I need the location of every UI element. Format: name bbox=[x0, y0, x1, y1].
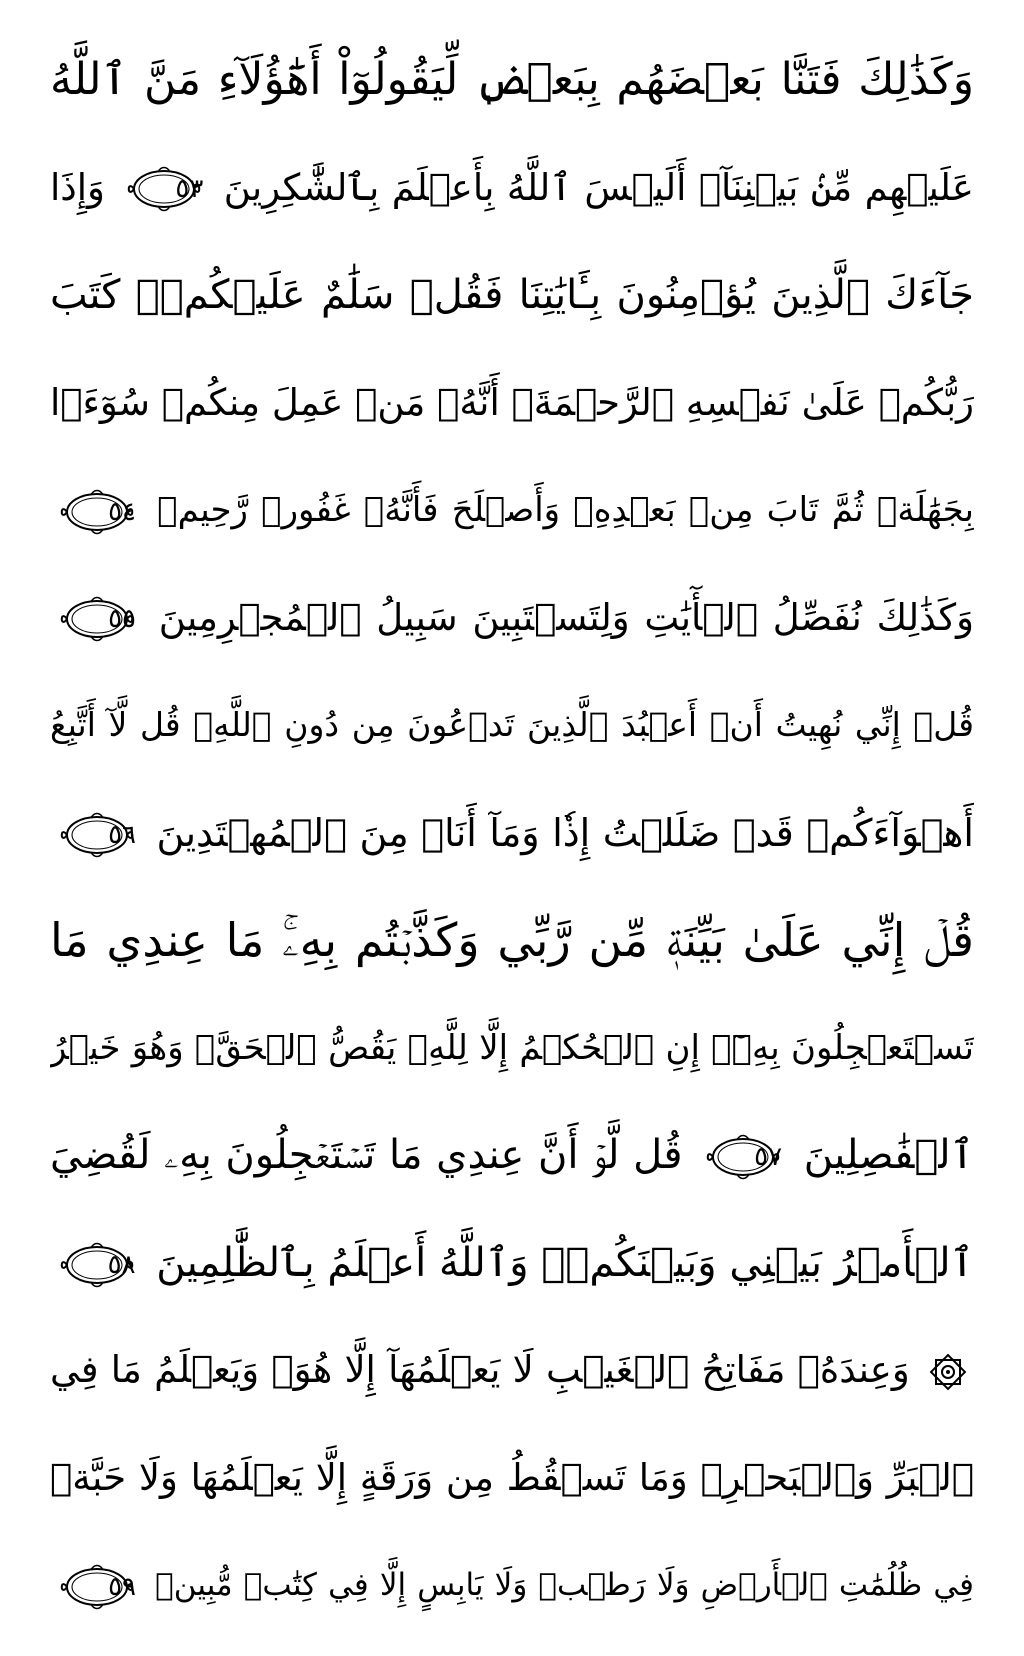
verse-text: وَعِندَهُۥ مَفَاتِحُ ٱلۡغَيۡبِ لَا يَعۡلَمُهَآ إِلَّا هُوَۚ وَيَعۡلَمُ مَا فِي bbox=[50, 1348, 910, 1391]
verse-text: تَسۡتَعۡجِلُونَ بِهِۦٓۚ إِنِ ٱلۡحُكۡمُ إِلَّا لِلَّهِۖ يَقُصُّ ٱلۡحَقَّۖ وَهُوَ خَيۡرُ bbox=[50, 1027, 974, 1068]
text-line bbox=[50, 32, 974, 128]
text-line bbox=[50, 1215, 974, 1311]
text-line bbox=[50, 355, 974, 451]
ayah-number: ٥٤ bbox=[108, 496, 136, 527]
text-line bbox=[50, 785, 974, 881]
text-line bbox=[50, 892, 974, 988]
ayah-number: ٥٩ bbox=[108, 1571, 136, 1602]
verse-text: فِي ظُلُمَٰتِ ٱلۡأَرۡضِ وَلَا رَطۡبٖ وَلَا يَابِسٍ إِلَّا فِي كِتَٰبٖ مُّبِينٖ bbox=[155, 1567, 974, 1603]
ayah-number: ٥٧ bbox=[754, 1142, 783, 1172]
verse-text: قُلۡ إِنِّي نُهِيتُ أَنۡ أَعۡبُدَ ٱلَّذِينَ تَدۡعُونَ مِن دُونِ ٱللَّهِۚ قُل لَّآ أَتَّبِعُ bbox=[50, 705, 974, 744]
ayah-number: ٥٥ bbox=[108, 604, 136, 634]
text-line bbox=[50, 1430, 974, 1526]
text-line bbox=[50, 677, 974, 773]
ayah-number-marker bbox=[58, 595, 136, 643]
text-line bbox=[50, 140, 974, 236]
text-line bbox=[50, 1322, 974, 1418]
ayah-number: ٥٨ bbox=[107, 1249, 136, 1280]
text-line bbox=[50, 1107, 974, 1203]
ayah-number-marker bbox=[58, 811, 136, 859]
verse-text: وَكَذَٰلِكَ فَتَنَّا بَعۡضَهُم بِبَعۡضٖ لِّيَقُولُوٓاْ أَهَٰٓؤُلَآءِ مَنَّ ٱللَّهُ bbox=[50, 54, 974, 105]
ayah-number-marker bbox=[58, 488, 136, 536]
verse-text: جَآءَكَ ٱلَّذِينَ يُؤۡمِنُونَ بِـَٔايَٰتِنَا فَقُلۡ سَلَٰمٌ عَلَيۡكُمۡۖ كَتَبَ bbox=[50, 272, 974, 318]
ayah-number-marker bbox=[704, 1133, 782, 1181]
verse-text: رَبُّكُمۡ عَلَىٰ نَفۡسِهِ ٱلرَّحۡمَةَۖ أَنَّهُۥ مَنۡ عَمِلَ مِنكُمۡ سُوٓءَۢا bbox=[50, 380, 974, 424]
verse-text: وَكَذَٰلِكَ نُفَصِّلُ ٱلۡأٓيَٰتِ وَلِتَسۡتَبِينَ سَبِيلُ ٱلۡمُجۡرِمِينَ bbox=[158, 595, 974, 639]
ayah-number: ٥٣ bbox=[175, 174, 204, 204]
text-line bbox=[50, 570, 974, 666]
text-line bbox=[50, 1537, 974, 1633]
verse-text: وَإِذَا bbox=[50, 165, 105, 209]
verse-text: ٱلۡبَرِّ وَٱلۡبَحۡرِۚ وَمَا تَسۡقُطُ مِن وَرَقَةٍ إِلَّا يَعۡلَمُهَا وَلَا حَبَّةٖ bbox=[50, 1455, 974, 1499]
ayah-number-marker bbox=[125, 165, 203, 213]
verse-text: قُل لَّوۡ أَنَّ عِندِي مَا تَسۡتَعۡجِلُونَ بِهِۦ لَقُضِيَ bbox=[50, 1132, 683, 1178]
verse-text: عَلَيۡهِم مِّنۢ بَيۡنِنَآۗ أَلَيۡسَ ٱللَّهُ بِأَعۡلَمَ بِٱلشَّٰكِرِينَ bbox=[223, 165, 974, 209]
verse-text: ٱلۡأَمۡرُ بَيۡنِي وَبَيۡنَكُمۡۗ وَٱللَّهُ أَعۡلَمُ بِٱلظَّٰلِمِينَ bbox=[156, 1239, 974, 1286]
mushaf-page bbox=[50, 20, 974, 1636]
ayah-number: ٥٦ bbox=[108, 820, 136, 850]
text-line bbox=[50, 462, 974, 558]
rub-el-hizb-icon bbox=[928, 1352, 968, 1392]
verse-text: بِجَهَٰلَةٖ ثُمَّ تَابَ مِنۢ بَعۡدِهِۦ وَأَصۡلَحَ فَأَنَّهُۥ غَفُورٞ رَّحِيمٞ bbox=[157, 490, 974, 530]
ayah-number-marker bbox=[58, 1563, 136, 1611]
ayah-number-marker bbox=[58, 1241, 136, 1289]
text-line bbox=[50, 1000, 974, 1096]
verse-text: أَهۡوَآءَكُمۡ قَدۡ ضَلَلۡتُ إِذٗا وَمَآ أَنَا۠ مِنَ ٱلۡمُهۡتَدِينَ bbox=[156, 810, 974, 855]
text-line bbox=[50, 247, 974, 343]
verse-text: قُلۡ إِنِّي عَلَىٰ بَيِّنَةٖ مِّن رَّبِّي وَكَذَّبۡتُم بِهِۦۚ مَا عِندِي مَا bbox=[50, 913, 974, 967]
verse-text: ٱلۡفَٰصِلِينَ bbox=[803, 1132, 974, 1178]
